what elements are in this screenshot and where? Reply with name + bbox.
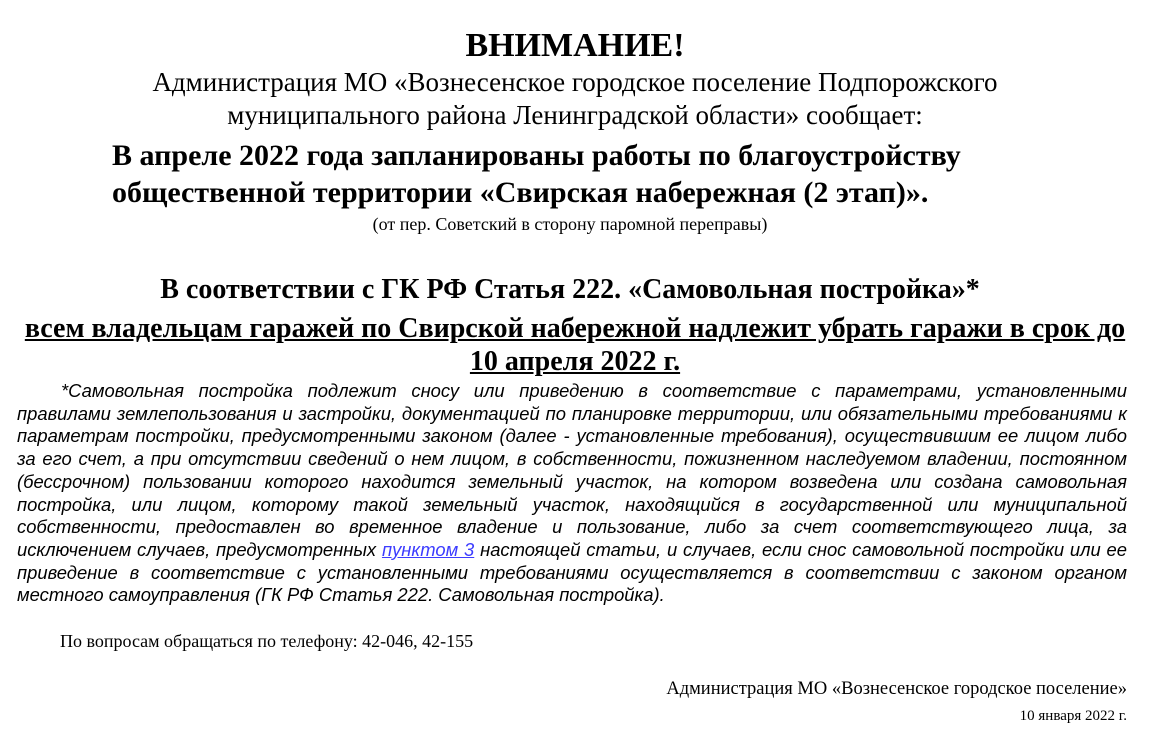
- admin-intro: Администрация МО «Вознесенское городское поселение Подпорожского муниципального района Ленинградской области» сообщает:: [152, 67, 998, 130]
- headline-line-2: общественной территории «Свирская набережная (2 этап)».: [112, 176, 929, 209]
- demand-statement: всем владельцам гаражей по Свирской набережной надлежит убрать гаражи в срок до 10 апреля 2022 г.: [24, 313, 1126, 377]
- law-reference: В соответствии с ГК РФ Статья 222. «Самовольная постройка»*: [160, 274, 980, 305]
- footnote-text-1: *Самовольная постройка подлежит сносу или приведению в соответствие с параметрами, установленными правилами землепользования и застройки, документацией по планировке территории, или обязательными требованиями к параметрам постройки, предусмотренными законом (далее - установленные требования), осуществившим ее лицом либо за его счет, а при отсутствии сведений о нем лицом, в собственности, пожизненном наследуемом владении, постоянном (бессрочном) пользовании которого находится земельный участок, на котором возведена или создана самовольная постройка, или лицом, которому такой земельный участок, находящийся в государственной или муниципальной собственности, предоставлен во временное владение и пользование, либо за счет соответствующего лица, за исключением случаев, предусмотренных: [17, 380, 1127, 560]
- signature: Администрация МО «Вознесенское городское поселение»: [666, 679, 1127, 699]
- headline-line-1: В апреле 2022 года запланированы работы по благоустройству: [112, 139, 961, 172]
- footnote-link[interactable]: пунктом 3: [381, 538, 475, 560]
- footnote-text-2: настоящей статьи, и случаев, если снос самовольной постройки или ее приведение в соответствие с установленными требованиями осуществляется в соответствии с законом органом местного самоуправления (ГК РФ Статья 222. Самовольная постройка).: [17, 538, 1127, 606]
- headline: [112, 137, 1112, 211]
- notice-date: 10 января 2022 г.: [1019, 708, 1127, 724]
- contact-info: По вопросам обращаться по телефону: 42-046, 42-155: [60, 631, 474, 651]
- subnote: (от пер. Советский в сторону паромной переправы): [372, 214, 768, 234]
- notice-title: ВНИМАНИЕ!: [465, 27, 685, 64]
- footnote: [17, 380, 1127, 607]
